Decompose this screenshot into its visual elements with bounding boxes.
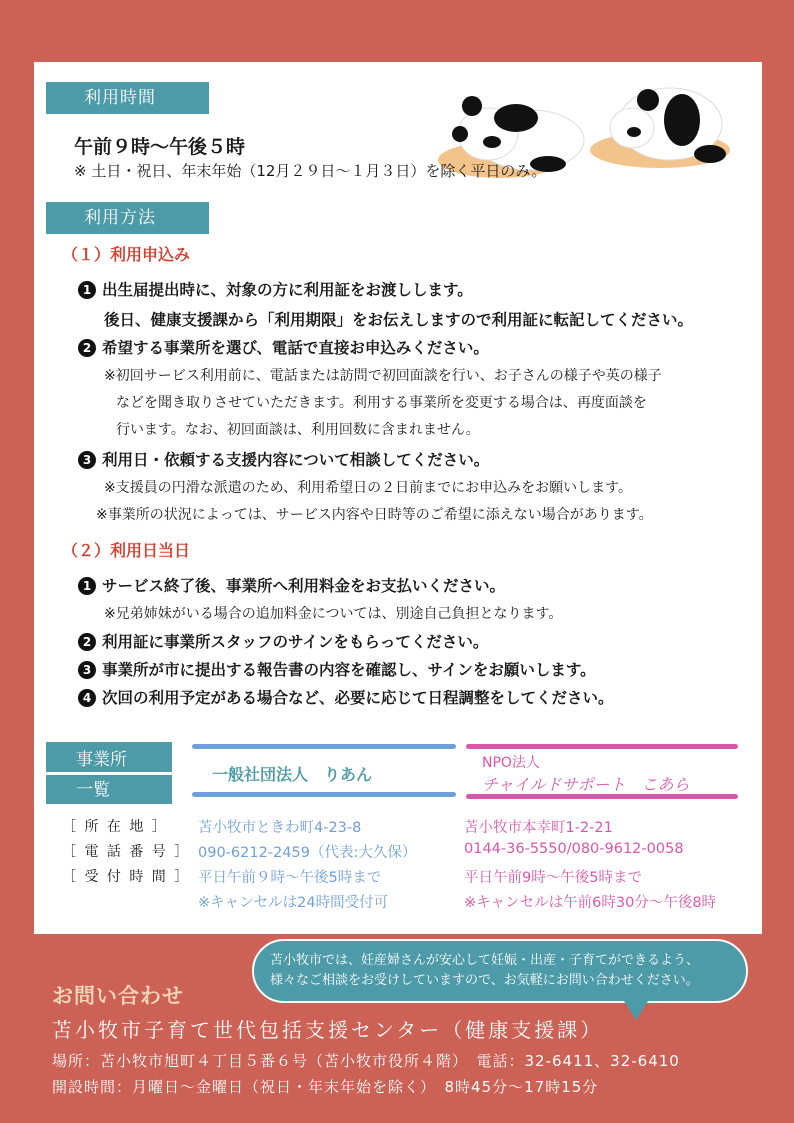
application-item-2-note-2: などを聞き取りさせていただきます。利用する事業所を変更する場合は、再度面談を (116, 395, 647, 411)
org2-bottom-line (466, 794, 738, 799)
application-item-1-line-2: 後日、健康支援課から「利用期限」をお伝えしますので利用証に転記してください。 (104, 311, 694, 329)
number-badge: 3 (78, 661, 96, 679)
contact-open-hours: 開設時間：月曜日～金曜日（祝日・年末年始を除く） 8時45分～17時15分 (52, 1078, 599, 1096)
office-list-heading-line-2: 一覧 (76, 780, 110, 800)
org2-phone: 0144-36-5550/080-9612-0058 (464, 841, 684, 857)
number-badge: 1 (78, 577, 96, 595)
contact-title: お問い合わせ (52, 984, 184, 1008)
row-label-hours: ［ 受 付 時 間 ］ (62, 869, 191, 885)
day-of-use-title: （２）利用日当日 (62, 541, 191, 560)
info-speech-bubble (252, 939, 748, 1003)
org2-cancel: ※キャンセルは午前6時30分～午後8時 (464, 895, 717, 911)
hours-heading: 利用時間 (46, 82, 209, 114)
application-item-3: 3 利用日・依頼する支援内容について相談してください。 (78, 448, 489, 470)
application-item-3-note-1: ※支援員の円滑な派遣のため、利用希望日の２日前までにお申込みをお願いします。 (104, 480, 633, 496)
org1-name: 一般社団法人 りあん (212, 765, 373, 784)
application-title: （１）利用申込み (62, 245, 191, 264)
row-label-phone: ［ 電 話 番 号 ］ (62, 844, 191, 860)
application-item-2-note-3: 行います。なお、初回面談は、利用回数に含まれません。 (116, 422, 480, 438)
org1-phone: 090-6212-2459（代表:大久保） (198, 845, 417, 861)
number-badge: 3 (78, 451, 96, 469)
method-heading: 利用方法 (46, 202, 209, 234)
contact-place: 場所：苫小牧市旭町４丁目５番６号（苫小牧市役所４階） 電話：32-6411、32-6410 (52, 1052, 680, 1070)
org1-cancel: ※キャンセルは24時間受付可 (198, 895, 389, 911)
org2-hours: 平日午前9時～午後5時まで (464, 870, 642, 886)
office-list-heading-line-1: 事業所 (76, 750, 127, 770)
bubble-tail (622, 998, 650, 1020)
day-item-2: 2 利用証に事業所スタッフのサインをもらってください。 (78, 630, 488, 652)
row-label-address: ［ 所 在 地 ］ (62, 819, 168, 835)
number-badge: 2 (78, 633, 96, 651)
org1-hours: 平日午前９時～午後5時まで (198, 870, 382, 886)
number-badge: 4 (78, 689, 96, 707)
org1-top-line (192, 744, 456, 749)
application-item-3-note-2: ※事業所の状況によっては、サービス内容や日時等のご希望に添えない場合があります。 (96, 507, 653, 523)
bubble-line-2: 様々なご相談をお受けしていますので、お気軽にお問い合わせください。 (270, 973, 699, 988)
bubble-line-1: 苫小牧市では、妊産婦さんが安心して妊娠・出産・子育てができるよう、 (270, 953, 700, 968)
number-badge: 1 (78, 281, 96, 299)
org2-address: 苫小牧市本幸町1-2-21 (464, 820, 613, 836)
day-item-1: 1 サービス終了後、事業所へ利用料金をお支払いください。 (78, 574, 505, 596)
application-item-2: 2 希望する事業所を選び、電話で直接お申込みください。 (78, 336, 489, 358)
center-name: 苫小牧市子育て世代包括支援センター（健康支援課） (52, 1018, 604, 1042)
day-item-3: 3 事業所が市に提出する報告書の内容を確認し、サインをお願いします。 (78, 658, 596, 680)
application-item-2-note-1: ※初回サービス利用前に、電話または訪問で初回面談を行い、お子さんの様子や英の様子 (104, 368, 662, 384)
hours-main: 午前９時～午後５時 (74, 136, 246, 158)
org2-name-line-2: チャイルドサポート こあら (482, 775, 690, 794)
number-badge: 2 (78, 339, 96, 357)
day-item-4: 4 次回の利用予定がある場合など、必要に応じて日程調整をしてください。 (78, 686, 614, 708)
content-panel (34, 62, 762, 934)
hours-note: ※ 土日・祝日、年末年始（12月２９日～１月３日）を除く平日のみ。 (74, 162, 547, 180)
org1-address: 苫小牧市ときわ町4-23-8 (198, 820, 362, 836)
application-item-1: 1 出生届提出時に、対象の方に利用証をお渡しします。 (78, 278, 473, 300)
day-item-1-note: ※兄弟姉妹がいる場合の追加料金については、別途自己負担となります。 (104, 606, 563, 622)
org2-name-line-1: NPO法人 (482, 755, 540, 771)
office-list-heading (46, 742, 172, 804)
org1-bottom-line (192, 792, 456, 797)
org2-top-line (466, 744, 738, 749)
